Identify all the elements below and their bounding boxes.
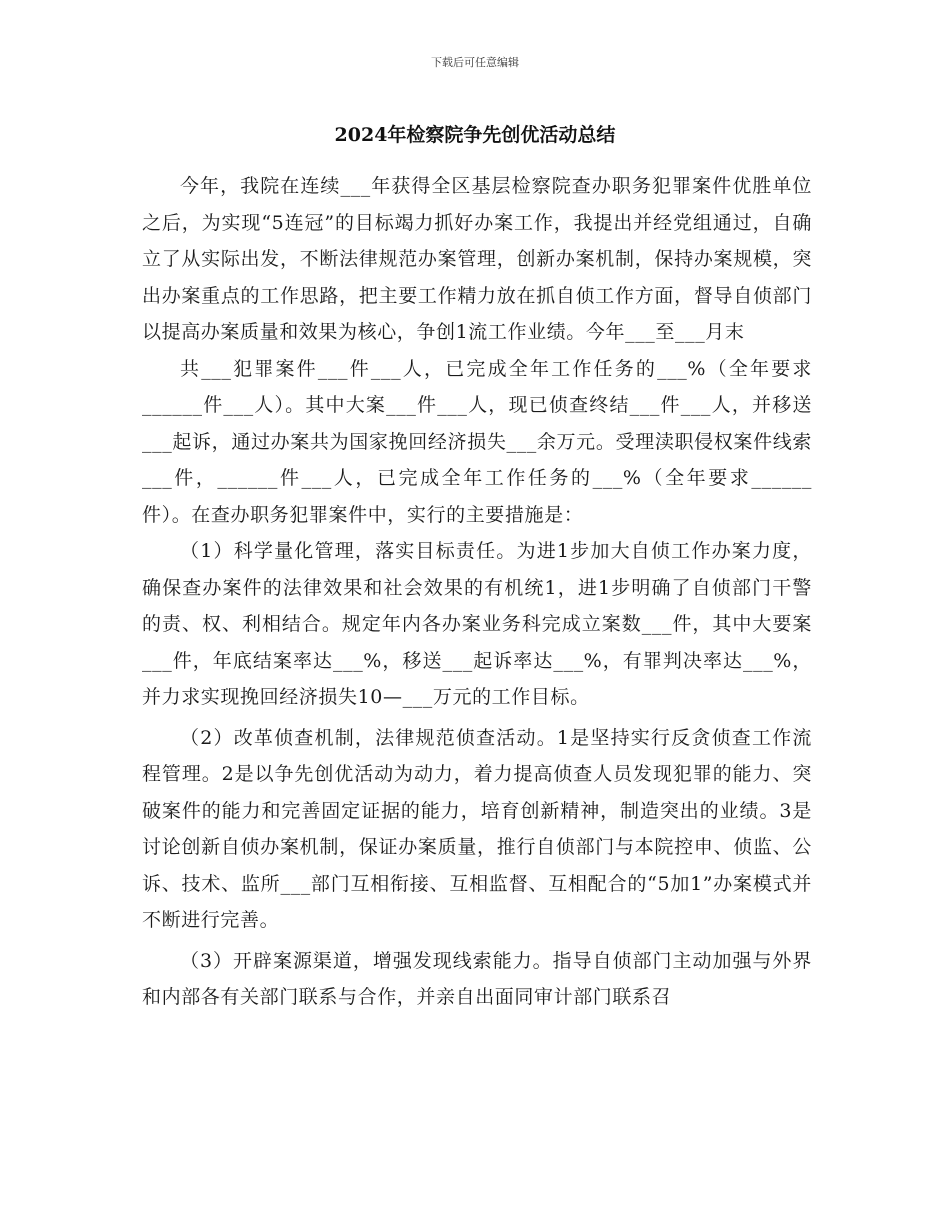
document-title: 2024年检察院争先创优活动总结 [334,124,616,146]
paragraph-4: （2）改革侦查机制，法律规范侦查活动。1是坚持实行反贪侦查工作流程管理。2是以争先创优活动为动力，着力提高侦查人员发现犯罪的能力、突破案件的能力和完善固定证据的能力，培育创新精神，制造突出的业绩。3是讨论创新自侦办案机制，保证办案质量，推行自侦部门与本院控申、侦监、公诉、技术、监所___部门互相衔接、互相监督、互相配合的“5加1”办案模式并不断进行完善。 [142,726,812,931]
paragraph-3: （1）科学量化管理，落实目标责任。为进1步加大自侦工作办案力度，确保查办案件的法律效果和社会效果的有机统1，进1步明确了自侦部门干警的责、权、利相结合。规定年内各办案业务科完成立案数___件，其中大要案___件，年底结案率达___%，移送___起诉率达___%，有罪判决率达___%，并力求实现挽回经济损失10—___万元的工作目标。 [142,540,812,708]
paragraph-2: 共___犯罪案件___件___人，已完成全年工作任务的___%（全年要求______件___人）。其中大案___件___人，现已侦查终结___件___人，并移送___起诉，通过办案共为国家挽回经济损失___余万元。受理渎职侵权案件线索___件，______件___人，已完成全年工作任务的___%（全年要求______件）。在查办职务犯罪案件中，实行的主要措施是： [142,357,812,526]
paragraph-1: 今年，我院在连续___年获得全区基层检察院查办职务犯罪案件优胜单位之后，为实现“5连冠”的目标竭力抓好办案工作，我提出并经党组通过，自确立了从实际出发，不断法律规范办案管理，创新办案机制，保持办案规模，突出办案重点的工作思路，把主要工作精力放在抓自侦工作方面，督导自侦部门以提高办案质量和效果为核心，争创1流工作业绩。今年___至___月末 [142,175,812,343]
paragraph-5: （3）开辟案源渠道，增强发现线索能力。指导自侦部门主动加强与外界和内部各有关部门联系与合作，并亲自出面同审计部门联系召 [142,949,812,1008]
document-body [142,168,812,1016]
header-note: 下载后可任意编辑 [431,56,519,69]
